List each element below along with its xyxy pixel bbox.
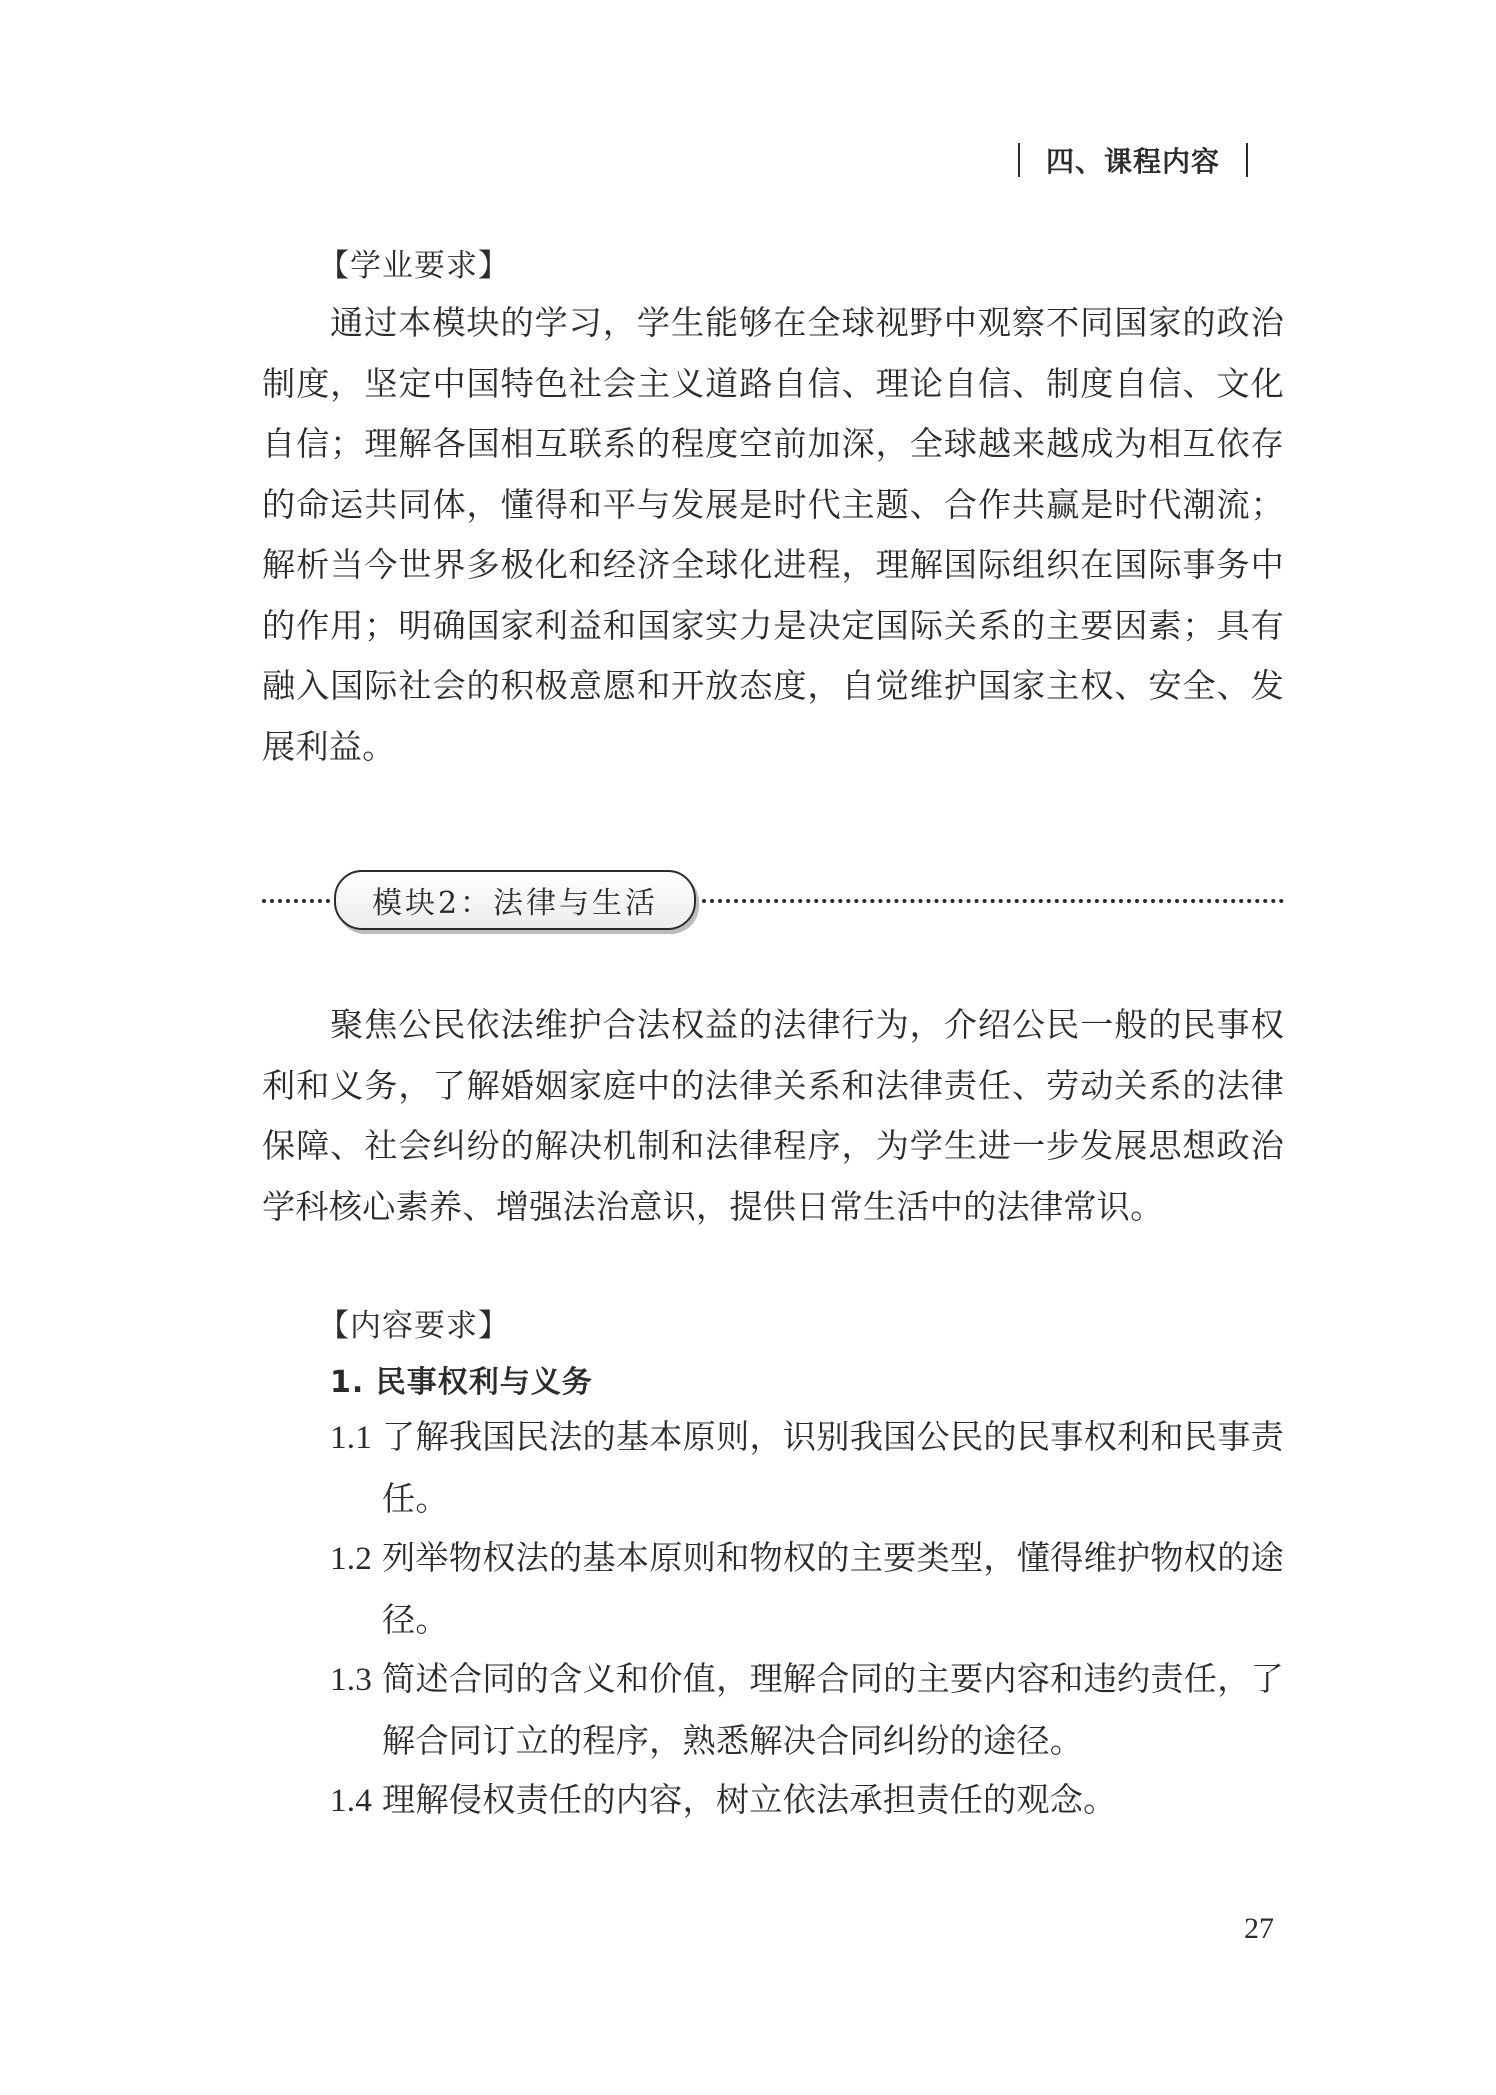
content-item <box>330 1649 1284 1771</box>
banner-dotted-rule-right <box>702 899 1284 903</box>
content-item-text: 理解侵权责任的内容，树立依法承担责任的观念。 <box>382 1780 1117 1819</box>
header-left-bar <box>1018 143 1020 177</box>
module-intro-paragraph: 聚焦公民依法维护合法权益的法律行为，介绍公民一般的民事权利和义务，了解婚姻家庭中的法律关系和法律责任、劳动关系的法律保障、社会纠纷的解决机制和法律程序，为学生进一步发展思想政治学科核心素养、增强法治意识，提供日常生活中的法律常识。 <box>262 1005 1284 1226</box>
module-banner <box>262 870 1284 932</box>
module-title: 模块2：法律与生活 <box>371 886 659 921</box>
content-item <box>330 1770 1284 1832</box>
content-item-text: 了解我国民法的基本原则，识别我国公民的民事权利和民事责任。 <box>382 1417 1284 1518</box>
header-right-bar <box>1246 143 1248 177</box>
content-item-number: 1.1 <box>330 1419 373 1456</box>
header-section-title: 四、课程内容 <box>1045 145 1220 178</box>
content-item-number: 1.4 <box>330 1782 373 1819</box>
content-item-number: 1.3 <box>330 1661 373 1698</box>
content-item <box>330 1528 1284 1650</box>
module-title-pill <box>334 870 696 930</box>
content-requirements-label: 【内容要求】 <box>318 1308 510 1344</box>
academic-requirements-label: 【学业要求】 <box>318 248 510 284</box>
academic-requirements-paragraph: 通过本模块的学习，学生能够在全球视野中观察不同国家的政治制度，坚定中国特色社会主义道路自信、理论自信、制度自信、文化自信；理解各国相互联系的程度空前加深，全球越来越成为相互依存的命运共同体，懂得和平与发展是时代主题、合作共赢是时代潮流；解析当今世界多极化和经济全球化进程，理解国际组织在国际事务中的作用；明确国家利益和国家实力是决定国际关系的主要因素；具有融入国际社会的积极意愿和开放态度，自觉维护国家主权、安全、发展利益。 <box>262 303 1284 766</box>
page-number: 27 <box>1244 1912 1274 1945</box>
content-subheading: 1. 民事权利与义务 <box>330 1365 593 1400</box>
content-item-text: 列举物权法的基本原则和物权的主要类型，懂得维护物权的途径。 <box>382 1538 1284 1639</box>
content-item-number: 1.2 <box>330 1540 373 1577</box>
content-item-text: 简述合同的含义和价值，理解合同的主要内容和违约责任，了解合同订立的程序，熟悉解决合同纠纷的途径。 <box>382 1659 1284 1760</box>
running-header <box>992 140 1274 180</box>
banner-dotted-rule-left <box>262 899 330 903</box>
content-item <box>330 1407 1284 1529</box>
